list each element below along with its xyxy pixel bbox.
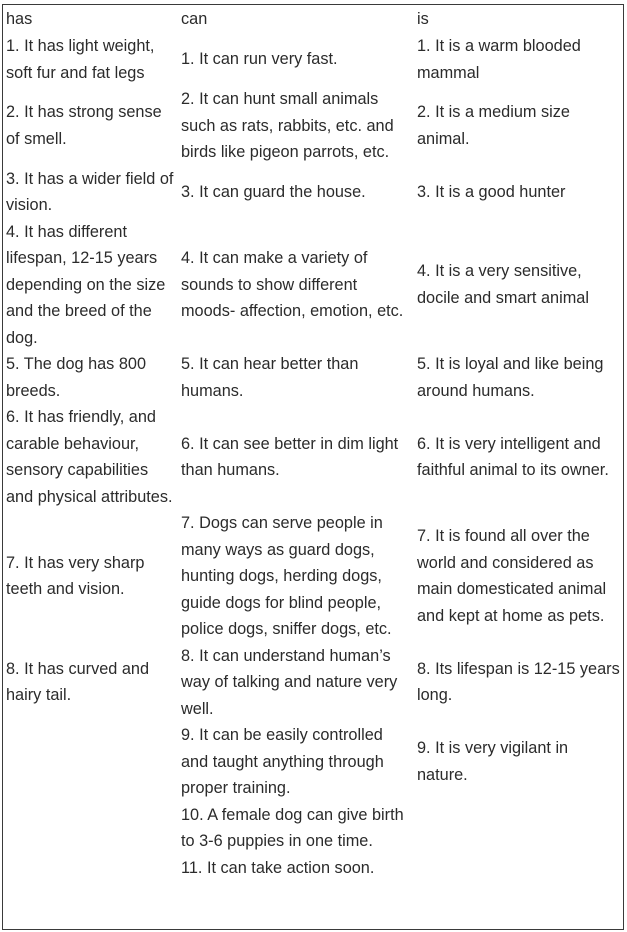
table-row (3, 166, 623, 219)
table-row (3, 33, 623, 86)
cell-has: 7. It has very sharp teeth and vision. (6, 553, 145, 599)
cell-has: 8. It has curved and hairy tail. (6, 659, 150, 705)
table-row (3, 643, 623, 723)
cell-can: 9. It can be easily controlled and taught anything through proper training. (181, 726, 384, 797)
cell-is (414, 855, 623, 882)
cell-has: 2. It has strong sense of smell. (6, 103, 162, 148)
header-is: is (417, 10, 429, 28)
table-row (3, 404, 623, 510)
cell-has (3, 855, 178, 882)
cell-can: 4. It can make a variety of sounds to show different moods- affection, emotion, etc. (181, 249, 404, 320)
cell-is: 1. It is a warm blooded mammal (417, 37, 581, 82)
cell-is: 8. Its lifespan is 12-15 years long. (417, 659, 620, 705)
cell-has: 6. It has friendly, and carable behaviour, sensory capabilities and physical attributes. (6, 408, 173, 506)
cell-is: 6. It is very intelligent and faithful animal to its owner. (417, 434, 609, 479)
cell-is: 5. It is loyal and like being around humans. (417, 355, 604, 400)
cell-is: 2. It is a medium size animal. (417, 103, 570, 148)
table-frame (2, 4, 624, 930)
cell-has (3, 722, 178, 802)
cell-is (414, 802, 623, 855)
cell-is: 9. It is very vigilant in nature. (417, 739, 569, 784)
cell-has (3, 802, 178, 855)
cell-has: 1. It has light weight, soft fur and fat legs (6, 37, 155, 82)
cell-can: 5. It can hear better than humans. (181, 355, 359, 400)
table-row (3, 855, 623, 882)
cell-has: 4. It has different lifespan, 12-15 years depending on the size and the breed of the dog. (6, 222, 166, 347)
table-row (3, 722, 623, 802)
table-header-row (3, 5, 623, 33)
table-row (3, 351, 623, 404)
header-can: can (181, 10, 208, 28)
table-row (3, 510, 623, 643)
cell-has: 3. It has a wider field of vision. (6, 169, 174, 214)
cell-can: 1. It can run very fast. (181, 50, 338, 69)
header-has: has (6, 10, 33, 28)
table-row (3, 219, 623, 352)
cell-is: 4. It is a very sensitive, docile and smart animal (417, 262, 589, 307)
cell-can: 11. It can take action soon. (181, 858, 375, 877)
cell-can: 3. It can guard the house. (181, 182, 366, 201)
cell-is: 3. It is a good hunter (417, 182, 566, 201)
cell-can: 8. It can understand human’s way of talking and nature very well. (181, 646, 398, 718)
cell-can: 7. Dogs can serve people in many ways as guard dogs, hunting dogs, herding dogs, guide dogs for blind people, police dogs, sniffer dogs, etc. (181, 514, 392, 638)
cell-can: 10. A female dog can give birth to 3-6 puppies in one time. (181, 805, 404, 850)
cell-can: 6. It can see better in dim light than humans. (181, 434, 399, 479)
table-row (3, 802, 623, 855)
cell-is: 7. It is found all over the world and considered as main domesticated animal and kept at home as pets. (417, 527, 607, 625)
comparison-table (3, 5, 623, 881)
table-row (3, 86, 623, 166)
cell-has: 5. The dog has 800 breeds. (6, 355, 147, 400)
cell-can: 2. It can hunt small animals such as rats, rabbits, etc. and birds like pigeon parrots, etc. (181, 90, 394, 161)
